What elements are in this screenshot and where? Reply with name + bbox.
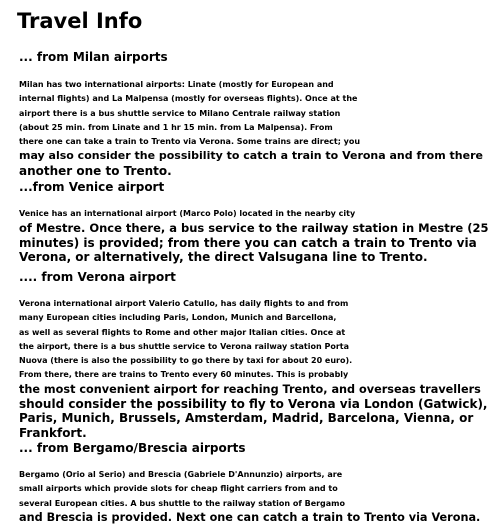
text-line: the airport, there is a bus shuttle service to Verona railway station Porta (19, 341, 350, 351)
text-line: another one to Trento. (19, 163, 172, 178)
text-line: Milan has two international airports: Linate (mostly for European and (19, 80, 334, 89)
text-line: From there, there are trains to Trento every 60 minutes. This is probably (19, 370, 349, 380)
text-line: Bergamo (Orio al Serio) and Brescia (Gabriele D'Annunzio) airports, are (19, 470, 343, 479)
text-line: Verona international airport Valerio Catullo, has daily flights to and from (19, 299, 349, 308)
section-heading-verona: .... from Verona airport (19, 270, 176, 284)
text-line: Nuova (there is also the possibility to go there by taxi for about 20 euro). (19, 356, 353, 366)
section-body-bergamo-brescia (19, 468, 480, 525)
section-body-milan (19, 78, 483, 178)
section-body-verona (19, 297, 488, 440)
text-line: the most convenient airport for reaching Trento, and overseas travellers (19, 382, 481, 396)
text-line: internal flights) and La Malpensa (mostly for overseas flights). Once at the (19, 94, 358, 104)
text-line: Verona, or alternatively, the direct Valsugana line to Trento. (19, 249, 428, 264)
text-line: airport there is a bus shuttle service to Milano Centrale railway station (19, 108, 341, 118)
text-line: small airports which provide slots for cheap flight carriers from and to (19, 484, 338, 494)
text-line: should consider the possibility to fly to Verona via London (Gatwick), (19, 397, 488, 412)
text-line: Frankfort. (19, 425, 87, 440)
section-heading-venice: ...from Venice airport (19, 180, 165, 194)
text-line: Paris, Munich, Brussels, Amsterdam, Madrid, Barcelona, Vienna, or (19, 411, 474, 426)
text-line: of Mestre. Once there, a bus service to the railway station in Mestre (25 (19, 221, 489, 236)
text-line: Venice has an international airport (Marco Polo) located in the nearby city (19, 209, 356, 218)
section-heading-milan: ... from Milan airports (19, 50, 168, 64)
text-line: and Brescia is provided. Next one can catch a train to Trento via Verona. (19, 510, 481, 524)
text-line: may also consider the possibility to catch a train to Verona and from there (19, 149, 483, 163)
page-title: Travel Info (17, 9, 143, 33)
section-body-venice (19, 207, 488, 264)
text-line: (about 25 min. from Linate and 1 hr 15 min. from La Malpensa). From (19, 122, 333, 132)
text-line: many European cities including Paris, London, Munich and Barcellona, (19, 313, 337, 323)
section-heading-bergamo-brescia: ... from Bergamo/Brescia airports (19, 441, 246, 455)
text-line: there one can take a train to Trento via Verona. Some trains are direct; you (19, 137, 361, 147)
text-line: as well as several flights to Rome and other major Italian cities. Once at (19, 327, 346, 337)
text-line: several European cities. A bus shuttle to the railway station of Bergamo (19, 498, 346, 508)
text-line: minutes) is provided; from there you can catch a train to Trento via (19, 235, 477, 250)
